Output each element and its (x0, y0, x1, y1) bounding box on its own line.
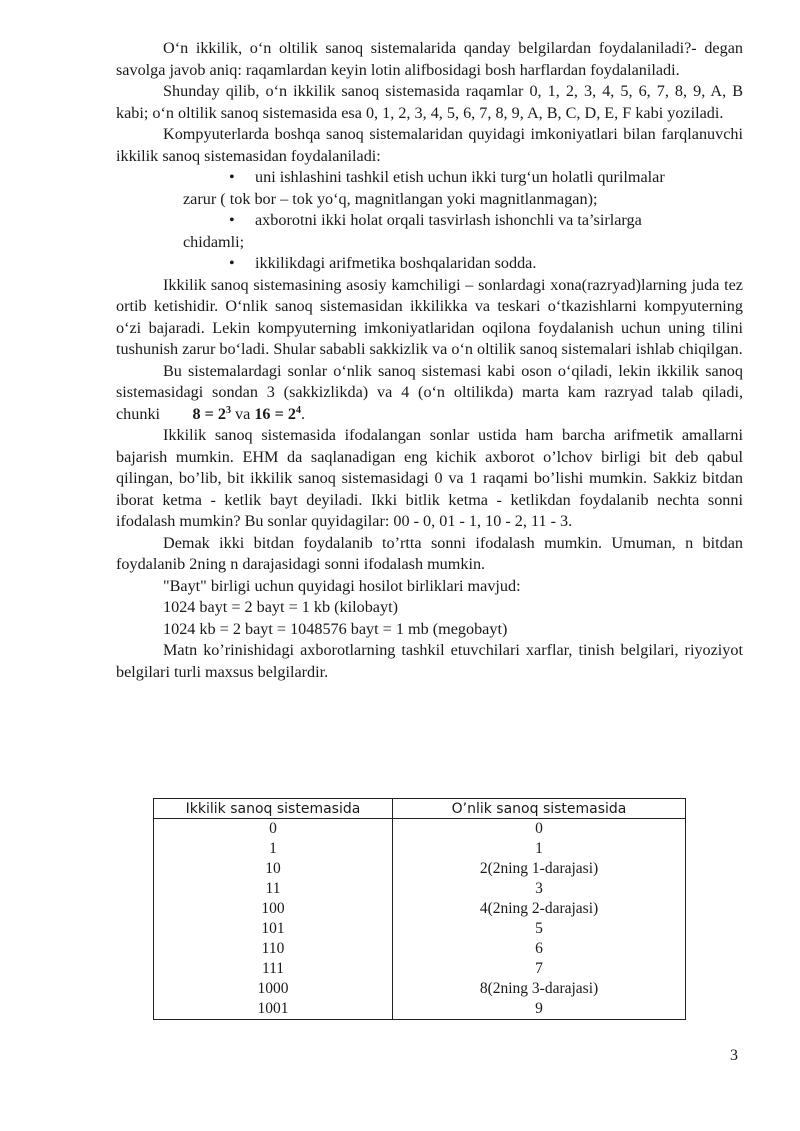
table-row: 1000 8(2ning 3-darajasi) (154, 979, 686, 999)
paragraph-5-text: Bu sistemalardagi sonlar o‘nlik sanoq sistemasi kabi oson o‘qiladi, lekin ikkilik sanoq sistemasidagi sondan 3 (sakkizlikda) va 4 (o‘n oltilikda) marta kam razryad talab qiladi, chunki (116, 361, 743, 423)
bullet-dot-icon: • (229, 254, 235, 272)
table-row: 1 1 (154, 839, 686, 859)
table-row: 10 2(2ning 1-darajasi) (154, 859, 686, 879)
paragraph-3: Kompyuterlarda boshqa sanoq sistemalaridan quyidagi imkoniyatlari bilan farqlanuvchi ikkilik sanoq sistemasidan foydalaniladi: (116, 125, 743, 165)
bullet-2-line-1: axborotni ikki holat orqali tasvirlash ishonchli va ta’sirlarga (255, 211, 642, 229)
paragraph-8: "Bayt" birligi uchun quyidagi hosilot birliklari mavjud: (163, 576, 521, 595)
table-row: 110 6 (154, 939, 686, 959)
paragraph-4: Ikkilik sanoq sistemasining asosiy kamchiligi – sonlardagi xona(razryad)larning juda tez ortib ketishidir. O‘nlik sanoq sistemasidan ikkilikka va teskari o‘tkazishlarni kompyuterning o‘zi bajaradi. Lekin kompyuterning imkoniyatlaridan oqilona foydalanish uchun uning tilini tushunish zarur bo‘ladi. Shular sababli sakkizlik va o‘n oltilik sanoq sistemalari ishlab chiqilgan. (116, 275, 743, 358)
bullet-1-line-1: uni ishlashini tashkil etish uchun ikki turg‘un holatli qurilmalar (255, 168, 665, 186)
bullet-item-2 (116, 210, 743, 253)
formula-8: $8 = 2^3$ (192, 404, 231, 423)
table-header-binary: Ikkilik sanoq sistemasida (154, 799, 393, 819)
table-row: 1001 9 (154, 999, 686, 1020)
paragraph-10: 1024 kb = 2 bayt = 1048576 bayt = 1 mb (megobayt) (163, 619, 508, 638)
bullet-dot-icon: • (229, 211, 235, 229)
formula-16: $16 = 2^4$ (254, 404, 301, 423)
bullet-1-line-2: zarur ( tok bor – tok yo‘q, magnitlangan yoki magnitlanmagan); (183, 189, 598, 208)
bullet-3-line-1: ikkilikdagi arifmetika boshqalaridan sodda. (255, 254, 537, 272)
bullet-dot-icon: • (229, 168, 235, 186)
paragraph-5: Bu sistemalardagi sonlar o‘nlik sanoq sistemasi kabi oson o‘qiladi, lekin ikkilik sanoq sistemasidagi sondan 3 (sakkizlikda) va 4 (o‘n oltilikda) marta kam razryad talab qiladi, chunki $8 = 2^3$ va $16 = 2^4$. (116, 361, 743, 423)
paragraph-11: Matn ko’rinishidagi axborotlarning tashkil etuvchilari xarflar, tinish belgilari, riyoziyot belgilari turli maxsus belgilardir. (116, 641, 743, 681)
page-number: 3 (730, 1047, 738, 1064)
table-row: 100 4(2ning 2-darajasi) (154, 899, 686, 919)
table-row: 0 0 (154, 819, 686, 840)
table-row: 101 5 (154, 919, 686, 939)
table-header-row (154, 799, 686, 819)
paragraph-2: Shunday qilib, o‘n ikkilik sanoq sistemasida raqamlar 0, 1, 2, 3, 4, 5, 6, 7, 8, 9, A, B kabi; o‘n oltilik sanoq sistemasida esa 0, 1, 2, 3, 4, 5, 6, 7, 8, 9, A, B, C, D, E, F kabi yoziladi. (116, 82, 743, 122)
conversion-table (153, 798, 686, 1020)
paragraph-6: Ikkilik sanoq sistemasida ifodalangan sonlar ustida ham barcha arifmetik amallarni bajarish mumkin. EHM da saqlanadigan eng kichik axborot o’lchov birligi bit deb qabul qilingan, bo’lib, bit ikkilik sanoq sistemasidagi 0 va 1 raqami bo’lishi mumkin. Sakkiz bitdan iborat ketma - ketlik bayt deyiladi. Ikki bitlik ketma - ketlikdan foydalanib nechta sonni ifodalash mumkin? Bu sonlar quyidagilar: 00 - 0, 01 - 1, 10 - 2, 11 - 3. (116, 426, 743, 530)
paragraph-1: O‘n ikkilik, o‘n oltilik sanoq sistemalarida qanday belgilardan foydalaniladi?- degan savolga javob aniq: raqamlardan keyin lotin alifbosidagi bosh harflardan foydalaniladi. (116, 39, 743, 79)
bullet-2-line-2: chidamli; (183, 232, 245, 251)
paragraph-7: Demak ikki bitdan foydalanib to’rtta sonni ifodalash mumkin. Umuman, n bitdan foydalanib 2ning n darajasidagi sonni ifodalash mumkin. (116, 533, 743, 573)
bullet-list (116, 167, 743, 275)
page-body (116, 38, 743, 683)
table-row: 11 3 (154, 879, 686, 899)
bullet-item-3 (116, 253, 743, 275)
bullet-item-1 (116, 167, 743, 210)
table-row: 111 7 (154, 959, 686, 979)
paragraph-9: 1024 bayt = 2 bayt = 1 kb (kilobayt) (163, 598, 398, 616)
table-header-decimal: O’nlik sanoq sistemasida (393, 799, 686, 819)
